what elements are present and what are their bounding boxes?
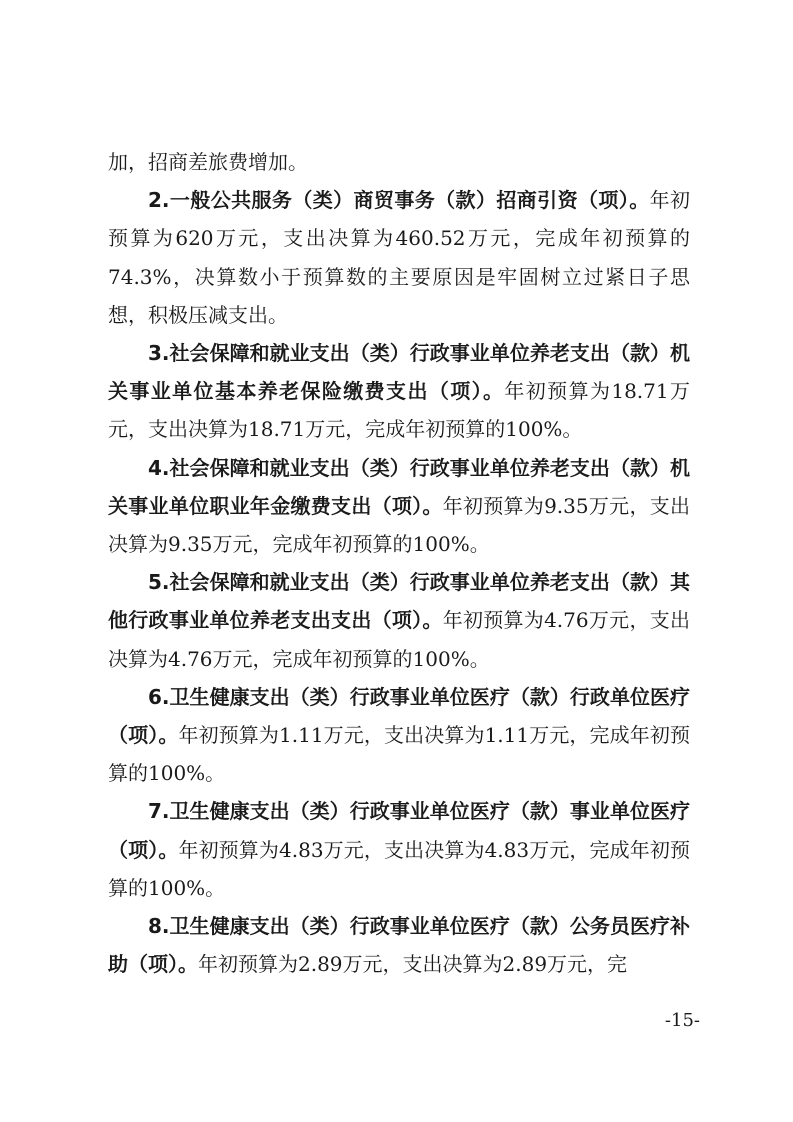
- paragraph-item-7: [108, 792, 690, 907]
- item-7-heading: 7.卫生健康支出（类）行政事业单位医疗（款）事业单位医疗（项）。: [108, 799, 690, 862]
- item-3-heading: 3.社会保障和就业支出（类）行政事业单位养老支出（款）机关事业单位基本养老保险缴费支出（项）。: [108, 341, 690, 404]
- paragraph-item-8: [108, 907, 690, 983]
- item-8-body: 年初预算为2.89万元，支出决算为2.89万元，完: [198, 952, 628, 977]
- paragraph-item-6: [108, 678, 690, 793]
- paragraph-item-4: [108, 449, 690, 564]
- document-page: [108, 143, 690, 983]
- item-7-body: 年初预算为4.83万元，支出决算为4.83万元，完成年初预算的100%。: [108, 837, 691, 900]
- item-6-heading: 6.卫生健康支出（类）行政事业单位医疗（款）行政单位医疗（项）。: [108, 684, 690, 748]
- page-number: -15-: [664, 1010, 700, 1031]
- continuation-paragraph: 加，招商差旅费增加。: [108, 150, 308, 174]
- item-2-heading: 2.一般公共服务（类）商贸事务（款）招商引资（项）。: [148, 188, 650, 213]
- item-5-heading: 5.社会保障和就业支出（类）行政事业单位养老支出（款）其他行政事业单位养老支出支出（项）。: [108, 570, 690, 633]
- paragraph-item-5: [108, 563, 690, 678]
- paragraph-item-2: [108, 181, 690, 334]
- item-8-heading: 8.卫生健康支出（类）行政事业单位医疗（款）公务员医疗补助（项）。: [108, 914, 690, 977]
- item-2-body: 年初预算为620万元，支出决算为460.52万元，完成年初预算的74.3%，决算数小于预算数的主要原因是牢固树立过紧日子思想，积极压减支出。: [108, 188, 691, 327]
- item-4-body: 年初预算为9.35万元，支出决算为9.35万元，完成年初预算的100%。: [108, 493, 691, 557]
- item-3-body: 年初预算为18.71万元，支出决算为18.71万元，完成年初预算的100%。: [108, 379, 690, 442]
- item-5-body: 年初预算为4.76万元，支出决算为4.76万元，完成年初预算的100%。: [108, 608, 691, 671]
- item-6-body: 年初预算为1.11万元，支出决算为1.11万元，完成年初预算的100%。: [108, 723, 691, 786]
- item-4-heading: 4.社会保障和就业支出（类）行政事业单位养老支出（款）机关事业单位职业年金缴费支出（项）。: [108, 455, 690, 518]
- paragraph-item-3: [108, 334, 690, 449]
